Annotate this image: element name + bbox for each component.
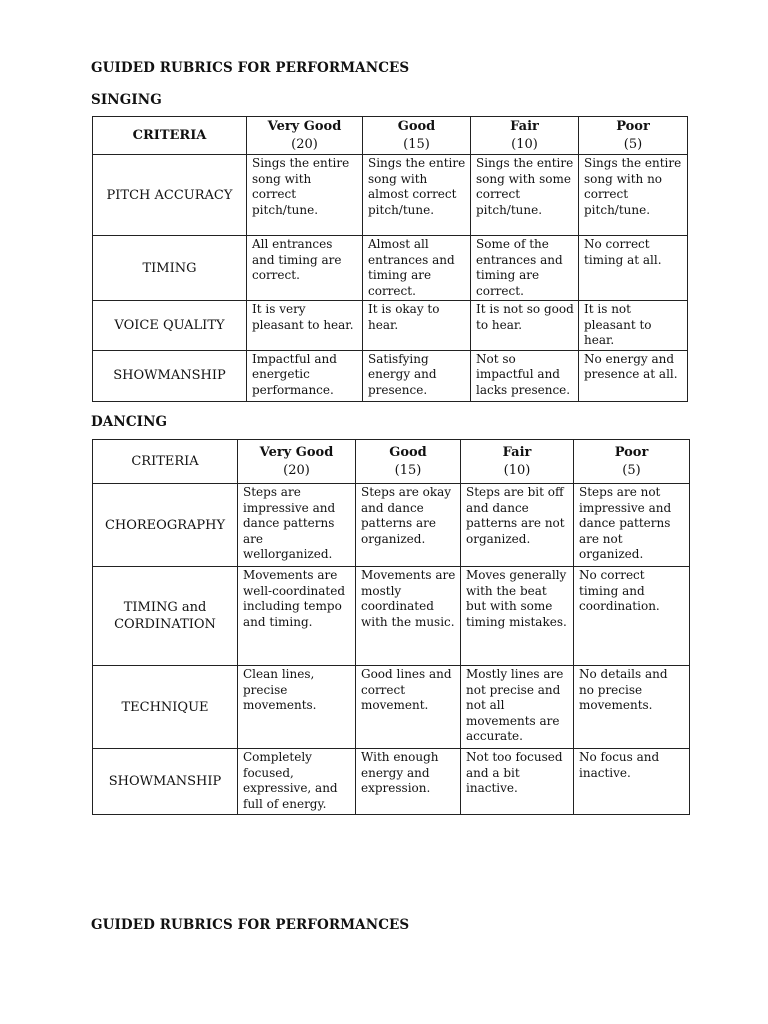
table-row xyxy=(93,749,690,815)
descriptor-cell: Mostly lines are not precise and not all movements are accurate. xyxy=(461,666,574,749)
descriptor-cell: Almost all entrances and timing are correct. xyxy=(363,236,471,301)
descriptor-cell: No energy and presence at all. xyxy=(579,350,688,401)
criterion-cell: PITCH ACCURACY xyxy=(93,155,247,236)
descriptor-cell: No correct timing and coordination. xyxy=(574,567,690,666)
criterion-cell: VOICE QUALITY xyxy=(93,301,247,351)
descriptor-cell: Sings the entire song with some correct pitch/tune. xyxy=(471,155,579,236)
criterion-cell: TECHNIQUE xyxy=(93,666,238,749)
descriptor-cell: Impactful and energetic performance. xyxy=(247,350,363,401)
page-title: GUIDED RUBRICS FOR PERFORMANCES xyxy=(91,60,410,76)
descriptor-cell: Sings the entire song with no correct pitch/tune. xyxy=(579,155,688,236)
level-header: Poor (5) xyxy=(579,117,688,155)
descriptor-cell: Moves generally with the beat but with some timing mistakes. xyxy=(461,567,574,666)
descriptor-cell: Steps are bit off and dance patterns are not organized. xyxy=(461,484,574,567)
descriptor-cell: Good lines and correct movement. xyxy=(356,666,461,749)
descriptor-cell: Sings the entire song with almost correct pitch/tune. xyxy=(363,155,471,236)
level-header: Poor (5) xyxy=(574,440,690,484)
descriptor-cell: Movements are mostly coordinated with the music. xyxy=(356,567,461,666)
criterion-cell: CHOREOGRAPHY xyxy=(93,484,238,567)
criterion-cell: TIMING xyxy=(93,236,247,301)
descriptor-cell: It is not pleasant to hear. xyxy=(579,301,688,351)
descriptor-cell: Movements are well-coordinated including tempo and timing. xyxy=(238,567,356,666)
table-header-row xyxy=(93,117,688,155)
table-row xyxy=(93,155,688,236)
table-row xyxy=(93,666,690,749)
table-row xyxy=(93,301,688,351)
descriptor-cell: Steps are impressive and dance patterns are wellorganized. xyxy=(238,484,356,567)
table-row xyxy=(93,236,688,301)
page-title-repeat: GUIDED RUBRICS FOR PERFORMANCES xyxy=(91,917,410,933)
descriptor-cell: No correct timing at all. xyxy=(579,236,688,301)
level-header: Fair (10) xyxy=(471,117,579,155)
table-row xyxy=(93,484,690,567)
criterion-cell: SHOWMANSHIP xyxy=(93,749,238,815)
descriptor-cell: Not too focused and a bit inactive. xyxy=(461,749,574,815)
dancing-heading: DANCING xyxy=(91,414,168,430)
descriptor-cell: Steps are not impressive and dance patterns are not organized. xyxy=(574,484,690,567)
descriptor-cell: It is not so good to hear. xyxy=(471,301,579,351)
descriptor-cell: Sings the entire song with correct pitch/tune. xyxy=(247,155,363,236)
level-header: Good (15) xyxy=(356,440,461,484)
level-header: Very Good (20) xyxy=(238,440,356,484)
descriptor-cell: With enough energy and expression. xyxy=(356,749,461,815)
descriptor-cell: Clean lines, precise movements. xyxy=(238,666,356,749)
singing-heading: SINGING xyxy=(91,92,162,108)
singing-rubric-table xyxy=(92,116,688,402)
level-header: Very Good (20) xyxy=(247,117,363,155)
descriptor-cell: It is very pleasant to hear. xyxy=(247,301,363,351)
descriptor-cell: Steps are okay and dance patterns are organized. xyxy=(356,484,461,567)
level-header: Good (15) xyxy=(363,117,471,155)
criterion-cell: TIMING and CORDINATION xyxy=(93,567,238,666)
dancing-rubric-table xyxy=(92,439,690,815)
descriptor-cell: No focus and inactive. xyxy=(574,749,690,815)
descriptor-cell: Satisfying energy and presence. xyxy=(363,350,471,401)
descriptor-cell: No details and no precise movements. xyxy=(574,666,690,749)
descriptor-cell: Completely focused, expressive, and full of energy. xyxy=(238,749,356,815)
descriptor-cell: All entrances and timing are correct. xyxy=(247,236,363,301)
level-header: Fair (10) xyxy=(461,440,574,484)
descriptor-cell: Not so impactful and lacks presence. xyxy=(471,350,579,401)
table-header-row xyxy=(93,440,690,484)
descriptor-cell: Some of the entrances and timing are correct. xyxy=(471,236,579,301)
table-row xyxy=(93,567,690,666)
descriptor-cell: It is okay to hear. xyxy=(363,301,471,351)
criteria-header: CRITERIA xyxy=(93,440,238,484)
table-row xyxy=(93,350,688,401)
criteria-header: CRITERIA xyxy=(93,117,247,155)
criterion-cell: SHOWMANSHIP xyxy=(93,350,247,401)
